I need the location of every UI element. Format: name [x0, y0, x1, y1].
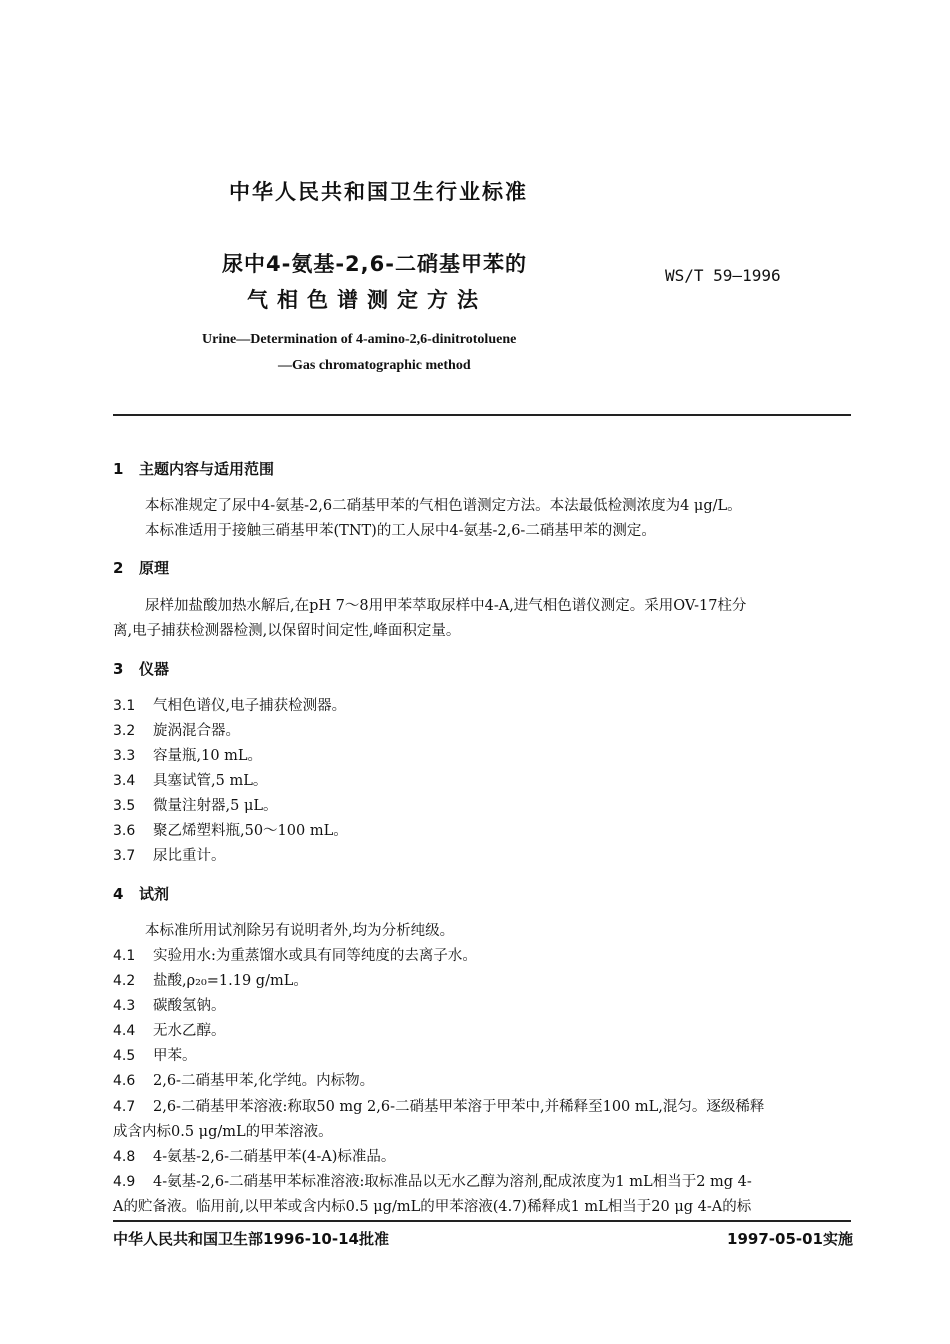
item-number: 4.6 — [113, 1073, 136, 1089]
item-number: 3.2 — [113, 723, 136, 739]
section-number: 4 — [113, 885, 124, 903]
item-number: 4.8 — [113, 1149, 136, 1165]
item-number: 4.2 — [113, 973, 136, 989]
item-text: 4-氨基-2,6-二硝基甲苯(4-A)标准品。 — [153, 1149, 396, 1165]
item-text: 旋涡混合器。 — [153, 723, 240, 739]
list-item-continuation: 成含内标0.5 μg/mL的甲苯溶液。 — [113, 1124, 333, 1140]
item-number: 3.5 — [113, 798, 136, 814]
item-text: 微量注射器,5 μL。 — [153, 798, 278, 814]
list-item — [113, 1044, 197, 1065]
item-number: 3.4 — [113, 773, 136, 789]
list-item — [113, 844, 226, 865]
list-item — [113, 1069, 374, 1090]
list-item — [113, 1145, 395, 1166]
item-number: 4.4 — [113, 1023, 136, 1039]
section-4-intro: 本标准所用试剂除另有说明者外,均为分析纯级。 — [145, 923, 455, 939]
list-item — [113, 969, 308, 990]
section-title: 试剂 — [139, 885, 170, 903]
item-number: 4.5 — [113, 1048, 136, 1064]
item-text: 聚乙烯塑料瓶,50～100 mL。 — [153, 823, 348, 839]
title-cn-line1: 尿中4-氨基-2,6-二硝基甲苯的 — [222, 252, 527, 276]
item-number: 3.3 — [113, 748, 136, 764]
section-number: 2 — [113, 559, 124, 577]
item-number: 3.7 — [113, 848, 136, 864]
approval-date: 中华人民共和国卫生部1996-10-14批准 — [113, 1230, 389, 1248]
list-item — [113, 1095, 764, 1116]
list-item — [113, 769, 267, 790]
item-number: 3.6 — [113, 823, 136, 839]
item-text: 2,6-二硝基甲苯,化学纯。内标物。 — [153, 1073, 375, 1089]
item-text: 容量瓶,10 mL。 — [153, 748, 263, 764]
list-item-continuation: A的贮备液。临用前,以甲苯或含内标0.5 μg/mL的甲苯溶液(4.7)稀释成1 mL相当于20 μg 4-A的标 — [113, 1199, 752, 1215]
list-item — [113, 819, 348, 840]
section-3-heading — [113, 658, 169, 679]
effective-date: 1997-05-01实施 — [727, 1230, 853, 1248]
section-number: 1 — [113, 460, 124, 478]
issuing-organization: 中华人民共和国卫生行业标准 — [229, 180, 528, 204]
item-text: 甲苯。 — [153, 1048, 197, 1064]
item-text: 具塞试管,5 mL。 — [153, 773, 268, 789]
header-divider — [113, 414, 851, 416]
section-2-paragraph-line2: 离,电子捕获检测器检测,以保留时间定性,峰面积定量。 — [113, 623, 461, 639]
title-en-line1: Urine—Determination of 4-amino-2,6-dinitrotoluene — [202, 332, 517, 347]
item-text: 尿比重计。 — [153, 848, 226, 864]
title-cn-line2: 气相色谱测定方法 — [247, 288, 487, 312]
section-1-paragraph-2: 本标准适用于接触三硝基甲苯(TNT)的工人尿中4-氨基-2,6-二硝基甲苯的测定。 — [145, 523, 656, 539]
item-number: 3.1 — [113, 698, 136, 714]
section-title: 原理 — [139, 559, 170, 577]
item-text: 实验用水:为重蒸馏水或具有同等纯度的去离子水。 — [153, 948, 477, 964]
section-number: 3 — [113, 660, 124, 678]
footer-divider — [113, 1220, 851, 1222]
list-item — [113, 994, 226, 1015]
item-text: 盐酸,ρ₂₀=1.19 g/mL。 — [153, 973, 308, 989]
list-item — [113, 719, 240, 740]
list-item — [113, 794, 278, 815]
list-item — [113, 944, 477, 965]
section-title: 主题内容与适用范围 — [139, 460, 275, 478]
title-en-line2: —Gas chromatographic method — [278, 358, 471, 373]
item-number: 4.1 — [113, 948, 136, 964]
item-text: 气相色谱仪,电子捕获检测器。 — [153, 698, 347, 714]
section-4-heading — [113, 883, 169, 904]
item-text: 2,6-二硝基甲苯溶液:称取50 mg 2,6-二硝基甲苯溶于甲苯中,并稀释至100 mL,混匀。逐级稀释 — [153, 1099, 765, 1115]
section-title: 仪器 — [139, 660, 170, 678]
standard-code: WS/T 59—1996 — [665, 266, 781, 285]
section-1-heading — [113, 458, 274, 479]
list-item — [113, 1019, 226, 1040]
list-item — [113, 694, 346, 715]
list-item — [113, 1170, 752, 1191]
item-text: 无水乙醇。 — [153, 1023, 226, 1039]
section-2-heading — [113, 557, 169, 578]
item-number: 4.7 — [113, 1099, 136, 1115]
list-item — [113, 744, 262, 765]
item-text: 碳酸氢钠。 — [153, 998, 226, 1014]
section-2-paragraph-line1: 尿样加盐酸加热水解后,在pH 7～8用甲苯萃取尿样中4-A,进气相色谱仪测定。采用OV-17柱分 — [145, 598, 747, 614]
section-1-paragraph-1: 本标准规定了尿中4-氨基-2,6二硝基甲苯的气相色谱测定方法。本法最低检测浓度为4 μg/L。 — [145, 498, 742, 514]
item-number: 4.9 — [113, 1174, 136, 1190]
item-text: 4-氨基-2,6-二硝基甲苯标准溶液:取标准品以无水乙醇为溶剂,配成浓度为1 mL相当于2 mg 4- — [153, 1174, 752, 1190]
item-number: 4.3 — [113, 998, 136, 1014]
